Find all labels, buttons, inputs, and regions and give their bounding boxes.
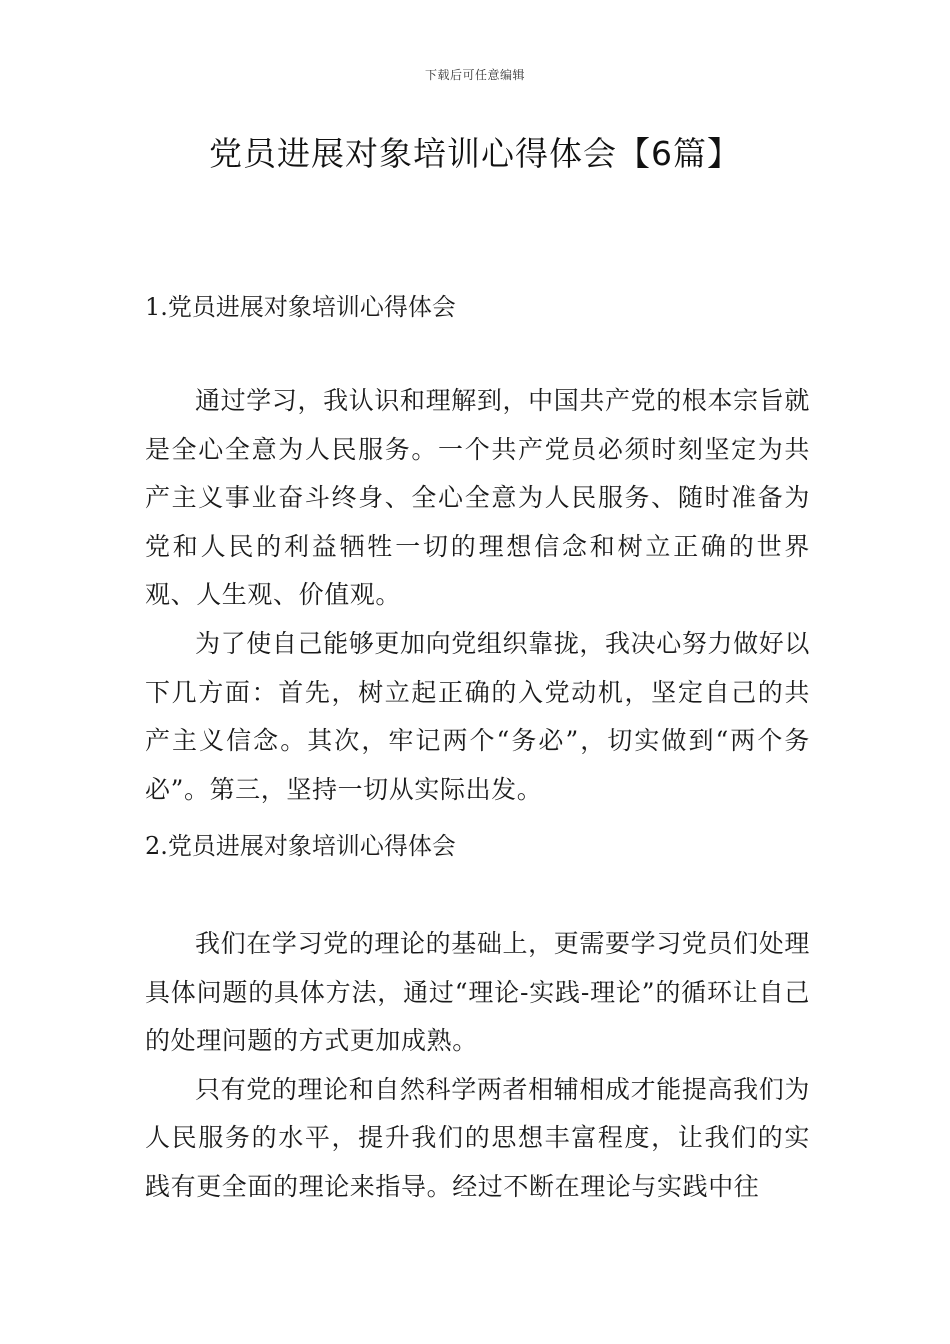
section-1: [145, 283, 810, 331]
paragraph: 通过学习，我认识和理解到，中国共产党的根本宗旨就是全心全意为人民服务。一个共产党员必须时刻坚定为共产主义事业奋斗终身、全心全意为人民服务、随时准备为党和人民的利益牺牲一切的理想信念和树立正确的世界观、人生观、价值观。: [145, 386, 810, 610]
header-note: 下载后可任意编辑: [424, 68, 525, 82]
section-2-body: [145, 920, 810, 1212]
paragraph: 只有党的理论和自然科学两者相辅相成才能提高我们为人民服务的水平，提升我们的思想丰富程度，让我们的实践有更全面的理论来指导。经过不断在理论与实践中往: [145, 1074, 810, 1201]
section-heading: 1.党员进展对象培训心得体会: [145, 293, 456, 321]
section-heading: 2.党员进展对象培训心得体会: [145, 832, 456, 860]
section-2: [145, 822, 810, 870]
section-1-body: [145, 377, 810, 814]
paragraph: 我们在学习党的理论的基础上，更需要学习党员们处理具体问题的具体方法，通过“理论-实践-理论”的循环让自己的处理问题的方式更加成熟。: [145, 929, 810, 1056]
paragraph: 为了使自己能够更加向党组织靠拢，我决心努力做好以下几方面：首先，树立起正确的入党动机，坚定自己的共产主义信念。其次，牢记两个“务必”，切实做到“两个务必”。第三，坚持一切从实际出发。: [145, 628, 810, 804]
document-title: 党员进展对象培训心得体会【6篇】: [209, 134, 741, 173]
